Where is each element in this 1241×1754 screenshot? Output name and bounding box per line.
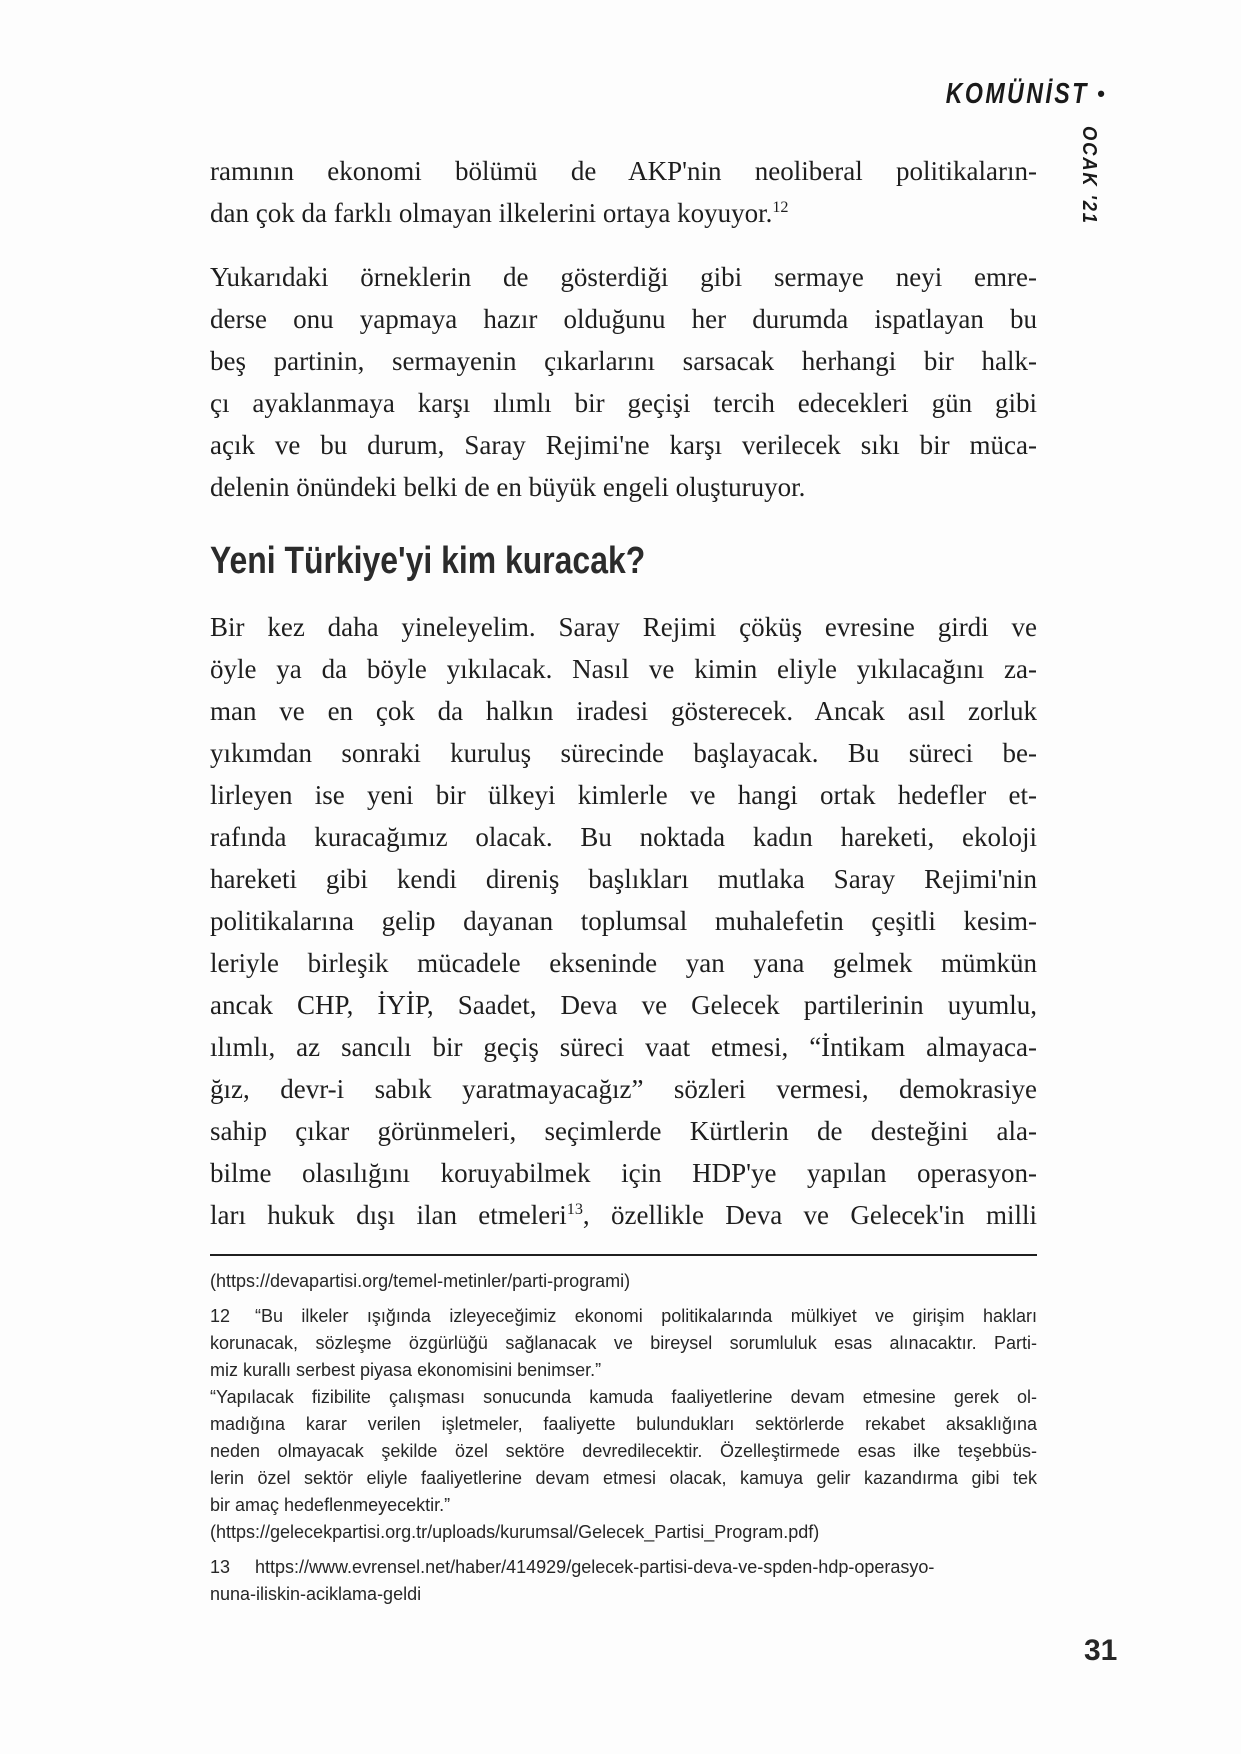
text-line: lerin özel sektör eliyle faaliyetlerine devam etmesi olacak, kamuya gelir kazandırma gibi tek (210, 1468, 1037, 1488)
text-line: miz kurallı serbest piyasa ekonomisini benimser.” (210, 1360, 602, 1380)
footnote-12 (210, 1303, 1037, 1384)
text-line: bilme olasılığını koruyabilmek için HDP'ye yapılan operasyon- (210, 1158, 1037, 1188)
text-line: bir amaç hedeflenmeyecektir.” (210, 1495, 451, 1515)
text-line: 13 https://www.evrensel.net/haber/414929/gelecek-partisi-deva-ve-spden-hdp-operasyo- (210, 1554, 1037, 1581)
journal-title: KOMÜNİST (945, 78, 1089, 110)
text-line: Bir kez daha yineleyelim. Saray Rejimi çöküş evresine girdi ve (210, 612, 1037, 642)
text-line: (https://devapartisi.org/temel-metinler/parti-programi) (210, 1271, 631, 1291)
text-line: yıkımdan sonraki kuruluş sürecinde başlayacak. Bu süreci be- (210, 738, 1037, 768)
text-line: dan çok da farklı olmayan ilkelerini ortaya koyuyor.$^{12}$ (210, 198, 789, 228)
text-line: neden olmayacak şekilde özel sektöre devredilecektir. Özelleştirmede esas ilke teşebbüs- (210, 1441, 1037, 1461)
section-heading: Yeni Türkiye'yi kim kuracak? (210, 540, 646, 582)
article-body (210, 150, 1037, 1236)
page-number: 31 (1084, 1634, 1118, 1667)
paragraph-2 (210, 256, 1037, 508)
text-line: man ve en çok da halkın iradesi gösterecek. Ancak asıl zorluk (210, 696, 1037, 726)
text-line: 12 “Bu ilkeler ışığında izleyeceğimiz ekonomi politikalarında mülkiyet ve girişim hakları (210, 1303, 1037, 1330)
text-line: ramının ekonomi bölümü de AKP'nin neoliberal politikaların- (210, 156, 1037, 186)
text-line: (https://gelecekpartisi.org.tr/uploads/kurumsal/Gelecek_Partisi_Program.pdf) (210, 1522, 820, 1542)
text-line: “Yapılacak fizibilite çalışması sonucunda kamuda faaliyetlerine devam etmesine gerek ol- (210, 1387, 1037, 1407)
footnote-number: 12 (210, 1306, 231, 1326)
masthead (910, 78, 1105, 111)
text-line: öyle ya da böyle yıkılacak. Nasıl ve kimin eliyle yıkılacağını za- (210, 654, 1037, 684)
footnote-12-quote-2 (210, 1384, 1037, 1519)
text-line: leriyle birleşik mücadele ekseninde yan yana gelmek mümkün (210, 948, 1037, 978)
footnote-url-deva (210, 1268, 1037, 1295)
text-line: hareketi gibi kendi direniş başlıkları mutlaka Saray Rejimi'nin (210, 864, 1037, 894)
text-line: açık ve bu durum, Saray Rejimi'ne karşı verilecek sıkı bir müca- (210, 430, 1037, 460)
text-line: rafında kuracağımız olacak. Bu noktada kadın hareketi, ekoloji (210, 822, 1037, 852)
text-line: madığına karar verilen işletmeler, faaliyette bulundukları sektörlerde rekabet aksaklığına (210, 1414, 1037, 1434)
issue-date-vertical: OCAK '21 (1078, 126, 1100, 225)
footnote-number: 13 (210, 1557, 231, 1577)
paragraph-continuation (210, 150, 1037, 234)
text-line: beş partinin, sermayenin çıkarlarını sarsacak herhangi bir halk- (210, 346, 1037, 376)
text-line: sahip çıkar görünmeleri, seçimlerde Kürtlerin de desteğini ala- (210, 1116, 1037, 1146)
footnote-ref: 12 (772, 198, 789, 216)
text-line: Yukarıdaki örneklerin de gösterdiği gibi sermaye neyi emre- (210, 262, 1037, 292)
paragraph-3 (210, 606, 1037, 1236)
text-line: çı ayaklanmaya karşı ılımlı bir geçişi tercih edecekleri gün gibi (210, 388, 1037, 418)
text-line: ancak CHP, İYİP, Saadet, Deva ve Gelecek partilerinin uyumlu, (210, 990, 1037, 1020)
masthead-bullet-icon: • (1097, 80, 1105, 106)
text-line: lirleyen ise yeni bir ülkeyi kimlerle ve hangi ortak hedefler et- (210, 780, 1037, 810)
text-line: ılımlı, az sancılı bir geçiş süreci vaat etmesi, “İntikam almayaca- (210, 1032, 1037, 1062)
footnotes (210, 1254, 1037, 1608)
text-line: politikalarına gelip dayanan toplumsal muhalefetin çeşitli kesim- (210, 906, 1037, 936)
footnote-ref: 13 (566, 1200, 583, 1218)
text-line: ğız, devr-i sabık yaratmayacağız” sözleri vermesi, demokrasiye (210, 1074, 1037, 1104)
footnote-url-gelecek (210, 1519, 1037, 1546)
text-line: delenin önündeki belki de en büyük engeli oluşturuyor. (210, 472, 806, 502)
text-line: nuna-iliskin-aciklama-geldi (210, 1584, 422, 1604)
text-line: korunacak, sözleşme özgürlüğü sağlanacak ve bireysel sorumluluk esas alınacaktır. Parti- (210, 1333, 1037, 1353)
footnote-13 (210, 1554, 1037, 1608)
text-line: derse onu yapmaya hazır olduğunu her durumda ispatlayan bu (210, 304, 1037, 334)
text-line: ları hukuk dışı ilan etmeleri$^{13}$, özellikle Deva ve Gelecek'in milli (210, 1200, 1037, 1230)
